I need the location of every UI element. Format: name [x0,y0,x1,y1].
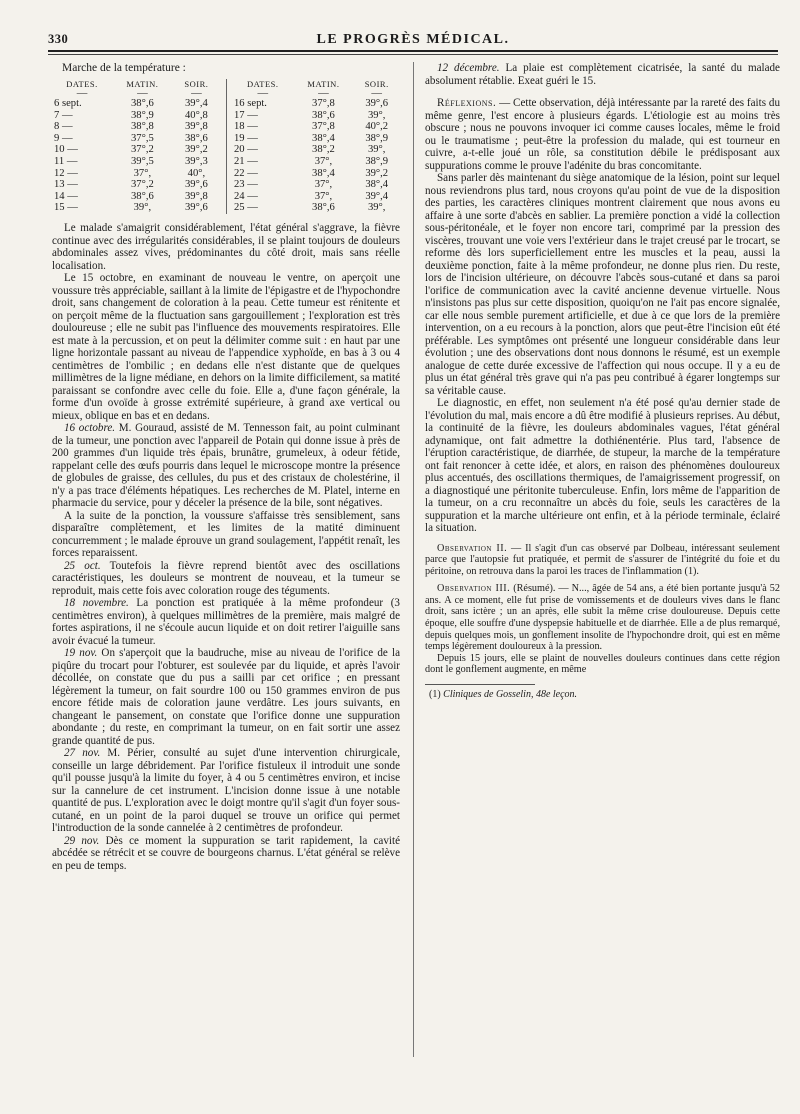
morning-cell: 37°,5 [130,132,154,144]
morning-cell: 38°,6 [130,98,154,110]
paragraph [52,560,400,598]
temperature-table-a: DATES. MATIN. SOIR. — — — 6 sept. 38°,6 39°,4 7 — 38°,9 40°,8 8 — 38°,8 39°,8 9 — 37°,5 38°,6 10 — 37°,2 39°,2 11 — 39°,5 39°,3 12 — 37°, 40°, 13 — 37°,2 39°,6 14 — 38°,6 39°,8 15 — 39°, 39°,6 [52,79,220,215]
evening-cell: 38°,6 [184,132,208,144]
table-row [52,110,220,122]
footnote [425,689,780,702]
morning-cell: 38°,6 [312,202,335,214]
morning-cell: 37°, [133,167,152,179]
date-cell: 9 — [54,132,73,144]
date-cell: 7 — [54,109,73,121]
table-row [52,121,220,133]
paragraph: A la suite de la ponction, la voussure s'affaisse très sensiblement, sans disparaître complètement, et les limites de la matité diminuent concurremment ; le malade éprouve un grand soulagement, l'appétit renaît, les forces reparaissent. [52,509,400,560]
footnote-rule [425,684,535,685]
morning-cell: 37°,8 [312,121,335,133]
temperature-table-b: DATES. MATIN. SOIR. — — — 16 sept. 37°,8 39°,6 17 — 38°,6 39°, 18 — 37°,8 40°,2 19 — 38°,4 38°,9 20 — 38°,2 39°, 21 — 37°, 38°,9 22 — 38°,4 39°,2 23 — 37°, 38°,4 24 — 37°, 39°,4 25 — 38°,6 39°, [232,79,400,215]
table-row [52,191,220,203]
col-header-dates: DATES. [246,78,279,89]
paragraph: Le malade s'amaigrit considérablement, l'état général s'aggrave, la fièvre continue avec des irrégularités considérables, il se plaint toujours de douleurs abdominales assez vives, prédominantes du côté droit, mais sans réelle localisation. [52,222,400,272]
morning-cell: 38°,4 [312,167,335,179]
table-divider [226,79,227,215]
evening-cell: 39°, [367,144,386,156]
table-row [52,168,220,180]
table-row [52,98,220,110]
date-label: 19 nov. [64,647,98,660]
date-cell: 20 — [234,144,258,156]
evening-cell: 39°,2 [365,167,389,179]
paragraph-text: On s'aperçoit que la baudruche, mise au niveau de l'orifice de la piqûre du trocart pour l'obturer, est soulevée par du liquide, et après l'avoir décollée, on constate que du pus a sailli par cet orifice ; en pressant légèrement la tumeur, on fait sourdre 100 ou 150 grammes environ de pus encore fétide mais de coloration jaune verdâtre. Les jours suivants, en changeant le pansement, on constate que l'orifice donne une suppuration abondante ; du reste, en comprimant la tumeur, on en fait sortir une assez grande quantité de pus. [52,647,400,747]
column-divider [413,62,414,1057]
temperature-caption: Marche de la température : [62,62,186,74]
page-number: 330 [48,32,69,46]
morning-cell: 38°,9 [130,109,154,121]
morning-cell: 37°, [314,179,333,191]
evening-cell: 39°, [367,202,386,214]
col-header-matin: MATIN. [307,78,340,89]
morning-cell: 37°,2 [130,179,154,191]
col-header-soir: SOIR. [364,78,389,89]
section-heading: Réflexions. [437,97,497,109]
date-cell: 8 — [54,121,73,133]
paragraph [52,597,400,647]
evening-cell: 39°,4 [184,98,208,110]
morning-cell: 37°,8 [312,98,335,110]
date-cell: 24 — [234,190,258,202]
paragraph: Sans parler dès maintenant du siège anatomique de la lésion, point sur lequel nous reviendrons plus tard, nous croyons qu'au point de vue de la disposition des parties, les caractères cliniques montrent clairement que nous avons eu affaire à une sorte d'abcès en sablier. La première ponction a vidé la collection sous-péritonéale, et le foyer non encore tari, comprimé par la pression des viscères, trouvant une voie vers l'extérieur dans le trajet creusé par le trocart, se reforme dès lors superficiellement entre les muscles et la peau, aussi la deuxième ponction, faite à la même profondeur, ne donne plus rien. Du reste, lors de l'incision ultérieure, on découvre l'abcès sous-cutané et dans sa paroi l'orifice de communication avec la cavité ancienne devenue virtuelle. Nous n'insistons pas plus sur cette disposition, quoiqu'on ne l'ait pas encore signalée, car elle nous semble purement artificielle, et due à ce que lors de la première intervention, on a eu recours à la ponction, alors que peut-être l'incision eût été préférable. Les symptômes ont présenté une longueur considérable dans leur évolution ; une des observations dont nous donnons le résumé, est un exemple analogue de cette durée excessive de l'affection qui nous occupe. Il y a eu de plus un état général très grave qui n'a pas peu contribué à égarer longtemps sur sa véritable cause. [425,172,780,397]
paragraph-text: Dès ce moment la suppuration se tarit rapidement, la cavité abcédée se rétrécit et se couvre de bourgeons charnus. L'état général se relève en peu de temps. [52,834,400,872]
paragraph [52,647,400,747]
paragraph-text: (Résumé). — N..., âgée de 54 ans, a été bien portante jusqu'à 52 ans. A ce moment, elle fut prise de vomissements et de douleurs vives dans le flanc droit, sans ictère ; un an après, elle subit la même crise douloureuse. Depuis cette époque, elle souffre d'une dyspepsie habituelle et de diarrhée. Elle a de plus remarqué, depuis quelques mois, un gonflement insolite de l'hypochondre droit, qui est en même temps légèrement douloureux à la pression. [425,583,780,653]
table-row [232,133,400,145]
evening-cell: 39°,8 [184,190,208,202]
date-label: 27 nov. [64,747,101,760]
morning-cell: 39°, [133,202,152,214]
evening-cell: 39°, [367,109,386,121]
date-cell: 17 — [234,109,258,121]
table-row [232,121,400,133]
paragraph-text: Toutefois la fièvre reprend bientôt avec des oscillations caractéristiques, les douleurs se montrent de nouveau, et la tumeur se reproduit, mais cette fois avec coloration rouge des téguments. [52,559,400,597]
table-row [52,144,220,156]
evening-cell: 40°, [187,167,206,179]
observations [425,543,780,677]
morning-cell: 37°, [314,190,333,202]
date-label: 25 oct. [64,559,101,572]
col-header-matin: MATIN. [126,78,159,89]
paragraph: Le diagnostic, en effet, non seulement n'a été posé qu'au dernier stade de l'évolution du mal, mais encore a dû être modifié à plusieurs reprises. Au début, la continuité de la fièvre, les douleurs abdominales vagues, l'état général adynamique, ont fait admettre la dothiénentérie. Plus tard, l'absence de l'éruption caractéristique, de diarrhée, de stupeur, la marche de la température ont fait renoncer à cette idée, et alors, en raison des phénomènes douloureux plus accentués, des oscillations thermiques, de l'amaigrissement progressif, on a diagnostiqué une péritonite tuberculeuse. Enfin, lors même de l'apparition de la tumeur, on a cru reconnaître un abcès du foie, seuls les caractères de la suppuration et la marche ultérieure ont enfin, et à la période terminale, éclairé la situation. [425,397,780,534]
evening-cell: 38°,9 [365,156,389,168]
paragraph-text: La ponction est pratiquée à la même profondeur (3 centimètres environ), à quelques millimètres de la première, mais malgré de fortes aspirations, il ne s'écoule aucun liquide et on doit retirer l'aiguille sans avoir évacué la tumeur. [52,597,400,647]
morning-cell: 38°,2 [312,144,335,156]
date-cell: 21 — [234,156,258,168]
paragraph [52,747,400,835]
date-label: 12 décembre. [437,62,500,74]
date-cell: 22 — [234,167,258,179]
paragraph-text: M. Gouraud, assisté de M. Tennesson fait, au point culminant de la tumeur, une ponction avec l'appareil de Potain qui donne issue à près de 200 grammes d'un liquide très épais, brunâtre, grumeleux, à odeur fétide, rappelant celle des œufs pourris dans lequel le microscope montre la présence de globules de graisse, des cellules, du pus et des cristaux de cholestérine, il n'y a pas trace d'éléments hépatiques. Les recherches de M. Platel, interne en pharmacie du service, pour y déceler la présence de la bile, sont négatives. [52,422,400,510]
table-row [232,144,400,156]
date-cell: 6 sept. [54,98,82,110]
page-header [48,30,778,50]
table-row [52,156,220,168]
paragraph: Le 15 octobre, en examinant de nouveau le ventre, on aperçoit une voussure très appréciable, saillant à la limite de l'épigastre et de l'hypochondre droit, sans changement de coloration à la peau. Cette tumeur est rénitente et on perçoit même de la fluctuation sans gargouillement ; l'exploration est très douloureuse ; elle ne subit pas l'influence des mouvements respiratoires. Elle est mate à la percussion, et on peut la délimiter comme suit : en haut par une ligne horizontale passant au niveau de l'appendice xyphoïde, en bas à 3 ou 4 centimètres de l'ombilic ; en dedans elle n'est distante que de quelques millimètres de la ligne médiane, en dehors on la limite difficilement, sa matité paraissant se confondre avec celle du foie. Elle a, d'une façon générale, la forme d'un ovoïde à grosse extrémité supérieure, à grand axe vertical ou mieux, oblique en bas et en dedans. [52,272,400,422]
evening-cell: 39°,6 [365,98,389,110]
date-cell: 23 — [234,179,258,191]
morning-cell: 38°,6 [312,109,335,121]
table-row [232,168,400,180]
table-row [232,98,400,110]
journal-title: LE PROGRÈS MÉDICAL. [316,32,510,47]
date-label: 18 novembre. [64,597,129,610]
paragraph-text: M. Périer, consulté au sujet d'une intervention chirurgicale, conseille un large débridement. Par l'orifice fistuleux il introduit une sonde qu'il pousse jusqu'à la limite du foyer, à 4 ou 5 centimètres environ, et incise sur la cannelure de cet instrument. L'incision donne issue à une notable quantité de pus. L'exploration avec le doigt montre qu'il s'agit d'un foyer sous-cutané, en un point de la paroi duquel se trouve un orifice qui permet l'introduction de la sonde cannelée à 2 centimètres de profondeur. [52,747,400,835]
table-row [232,156,400,168]
evening-cell: 39°,6 [184,179,208,191]
table-row [232,191,400,203]
date-cell: 12 — [54,167,78,179]
evening-cell: 38°,4 [365,179,389,191]
date-cell: 18 — [234,121,258,133]
morning-cell: 38°,8 [130,121,154,133]
observation-heading: Observation III. [437,583,511,595]
morning-cell: 38°,6 [130,190,154,202]
morning-cell: 39°,5 [130,156,154,168]
morning-cell: 37°, [314,156,333,168]
table-row [232,202,400,214]
col-header-dates: DATES. [66,78,98,89]
paragraph [425,97,780,172]
date-cell: 15 — [54,202,78,214]
morning-cell: 38°,4 [312,132,335,144]
table-row [52,202,220,214]
date-cell: 19 — [234,132,258,144]
table-row [52,133,220,145]
paragraph [52,422,400,510]
header-rule-thin [48,54,778,55]
table-row [232,110,400,122]
paragraph [425,543,780,578]
evening-cell: 39°,8 [184,121,208,133]
table-row [52,179,220,191]
paragraph [425,62,780,87]
paragraph-text: — Cette observation, déjà intéressante par la rareté des faits du même genre, l'est encore à plusieurs égards. L'étiologie est au moins très obscure ; nous ne pouvons invoquer ici comme causes locales, même le froid ou le traumatisme ; peut-être la profession du malade, qui est tourneur en cuivre, a-t-elle joué un rôle, sa constitution débile le prédisposant aux suppurations comme le prouve l'adénite du bras concomitante. [425,97,780,172]
date-cell: 14 — [54,190,78,202]
evening-cell: 39°,4 [365,190,389,202]
evening-cell: 40°,8 [184,109,208,121]
paragraph-text: — Il s'agit d'un cas observé par Dolbeau, intéressant seulement parce que l'autopsie fut pratiquée, et permit de s'assurer de l'intégrité du foie et du péritoine, on retrouva dans la paroi les traces de l'inflammation (1). [425,542,780,577]
evening-cell: 39°,2 [184,144,208,156]
evening-cell: 40°,2 [365,121,389,133]
evening-cell: 38°,9 [365,132,389,144]
date-cell: 25 — [234,202,258,214]
date-cell: 11 — [54,156,78,168]
date-cell: 10 — [54,144,78,156]
footnote-mark: (1) [429,689,441,701]
observation-heading: Observation II. [437,542,508,554]
date-cell: 13 — [54,179,78,191]
evening-cell: 39°,6 [184,202,208,214]
header-rule [48,50,778,52]
left-column [52,62,400,872]
evening-cell: 39°,3 [184,156,208,168]
col-header-soir: SOIR. [184,78,209,89]
paragraph: Depuis 15 jours, elle se plaint de nouvelles douleurs continues dans cette région dont le gonflement augmente, en même [425,652,780,676]
date-cell: 16 sept. [234,98,267,110]
table-row [232,179,400,191]
date-label: 29 nov. [64,834,100,847]
temperature-tables [52,79,400,215]
right-column [425,62,780,702]
paragraph-text: La plaie est complètement cicatrisée, la santé du malade absolument rétablie. Exeat guéri le 15. [425,62,780,87]
footnote-text: Cliniques de Gosselin, 48e leçon. [440,689,578,701]
morning-cell: 37°,2 [130,144,154,156]
paragraph [52,835,400,873]
date-label: 16 octobre. [64,422,116,435]
paragraph [425,583,780,653]
